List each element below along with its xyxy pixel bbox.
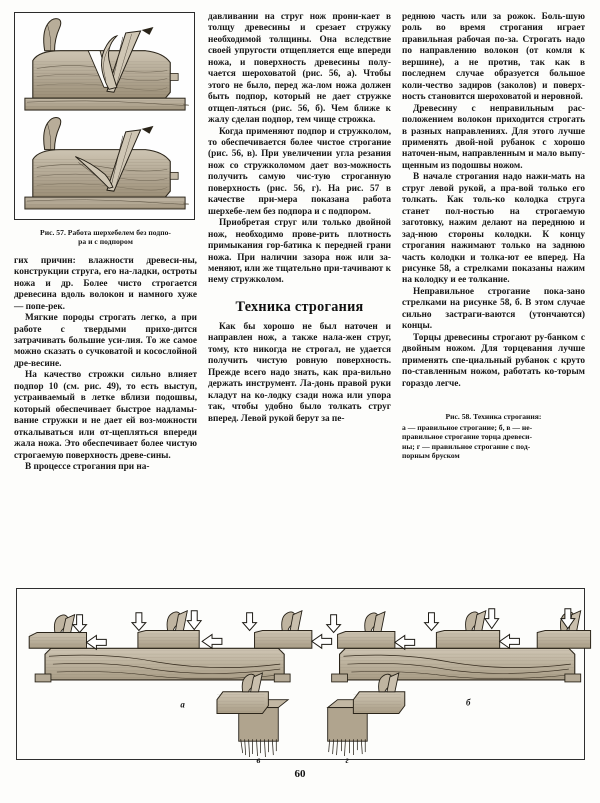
figure-58-panel-g <box>328 673 405 765</box>
plane-a3 <box>243 611 332 649</box>
figure-58-caption-line-b: правильное строгание торца древеси- <box>402 432 533 442</box>
page-number: 60 <box>294 768 306 780</box>
figure-57-caption <box>14 228 197 247</box>
plane-upper <box>25 19 189 110</box>
paragraph: В начале строгания надо нажи-мать на струг левой рукой, а пра-вой только его толкать. Как толь-ко колодка струга станет пол-ностью на строгаемую заготовку, нажим делают на переднюю и зад-нюю стороны колодки. К концу строгания нажимают только на заднюю часть колодки и толка-ют ее вперед. На рисунке 58, а стрелками показаны нажим на колодку и ее толкание. <box>402 172 585 286</box>
figure-58-label-a: а <box>180 699 185 710</box>
figure-58-caption-line-d: порным бруском <box>402 451 460 461</box>
column-left <box>14 12 197 572</box>
plane-lower <box>25 118 189 209</box>
figure-58-caption <box>402 412 585 461</box>
plane-a2 <box>132 611 222 649</box>
figure-58-panel-a <box>29 611 331 710</box>
paragraph: Когда применяют подпор и стружколом, то обеспечивается более чистое строгание (рис. 56, в). При увеличении угла резания нож со стружколомом дает воз-можность получить самую чис-тую строганную поверхность (рис. 56, г). На рис. 57 в качестве при-мера показана работа шерхебе-лем без подпора и с подпором. <box>208 126 391 217</box>
plane-b2 <box>425 609 520 649</box>
column-middle <box>208 12 391 572</box>
plane-b3 <box>537 609 590 649</box>
figure-57-caption-line1: Рис. 57. Работа шерхебелем без подпо- <box>40 228 171 237</box>
figure-58-label-g: г <box>345 754 349 765</box>
figure-57-caption-line2: ра и с подпором <box>78 237 133 247</box>
paragraph: Неправильное строгание пока-зано стрелками на рисунке 58, б. В этом случае сильно застраги-ваются (утончаются) концы. <box>402 286 585 332</box>
section-heading: Техника строгания <box>235 298 364 315</box>
plane-a1 <box>29 615 106 650</box>
paragraph: На качество строжки сильно влияет подпор 10 (см. рис. 49), то есть выступ, устраиваемый в летке вблизи подошвы, который обеспечивает быстрое надламы-вание стружки и не дает ей воз-можности откалываться или от-щепляться впереди жала ножа. Это обеспечивает более чистую строгаемую поверхность древе-сины. <box>14 370 197 461</box>
paragraph: гих причин: влажности древеси-ны, конструкции струга, его на-ладки, остроты ножа и др. Более чисто строгается древесина вдоль волокон и намного хуже — попе-рек. <box>14 255 197 312</box>
paragraph: реднюю часть или за рожок. Боль-шую роль во время строгания играет правильная рабочая по-за. Строгать надо по направлению волокон (от комля к вершине), а не против, так как в последнем случае образуется большое коли-чество задиров (заколов) и поверх-ность становится шероховатой и неровной. <box>402 12 585 103</box>
figure-58-label-b: б <box>466 697 471 708</box>
column-right <box>402 12 585 572</box>
text-columns <box>14 12 586 572</box>
paragraph: В процессе строгания при на- <box>25 461 150 472</box>
figure-57 <box>14 12 197 247</box>
paragraph: Древесину с неправильным рас-положением волокон приходится строгать в разных направлениях. Для этого лучше применять двой-ной рубанок с хорошо наточен-ным, направленным и мало выпу-щенным из подошвы ножом. <box>402 103 585 171</box>
figure-57-image <box>14 12 195 220</box>
paragraph: давливании на струг нож прони-кает в толщу древесины и срезает стружку необходимой толщины. Она вследствие своей упругости отщепляется еще впереди ножа, и поверхность древесины полу-чается шероховатой (рис. 56, а). Чтобы этого не было, перед жа-лом ножа должен быть подпор, который не дает стружке отщеп-ляться (рис. 56, б). Чем ближе к жалу сделан подпор, тем чище строжка. <box>208 12 391 126</box>
figure-58-caption-title: Рис. 58. Техника строгания: <box>445 411 542 421</box>
paragraph: Приобретая струг или только двойной нож, необходимо прове-рить плотность примыкания гор-батика к передней грани ножа. При наличии зазора нож или за-меняют, или же тщательно при-тачивают к нему стружколом. <box>208 218 391 286</box>
figure-58-label-v: в <box>256 754 261 765</box>
figure-58-panel-v <box>217 673 288 765</box>
paragraph: Как бы хорошо не был наточен и направлен нож, а также нала-жен струг, тому, кто никогда не строгал, не удается получить чистую ровную поверхность. Прежде всего надо знать, как пра-вильно держать инструмент. Ла-донь правой руки кладут на ко-лодку сзади ножа или упора так, чтобы удобно было толкать струг вперед. Левой рукой берут за пе- <box>208 321 391 424</box>
figure-58-caption-line-a: а — правильное строгание; б, в — не- <box>402 422 533 432</box>
paragraph: Торцы древесины строгают ру-банком с двойным ножом. Для торцевания лучше применять спе-циальный рубанок с круто по-ставленным ножом, работать ко-торым гораздо легче. <box>402 332 585 389</box>
figure-58-drawing <box>17 589 584 765</box>
figure-58-caption-line-c: ны; г — правильное строгание с под- <box>402 441 531 451</box>
paragraph: Мягкие породы строгать легко, а при работе с твердыми прихо-дится затрачивать большие уси-лия. То же самое можно сказать о сучковатой и косослойной дре-весине. <box>14 313 197 369</box>
figure-58 <box>16 588 585 765</box>
plane-b1 <box>327 612 415 650</box>
figure-57-drawing <box>15 13 194 219</box>
